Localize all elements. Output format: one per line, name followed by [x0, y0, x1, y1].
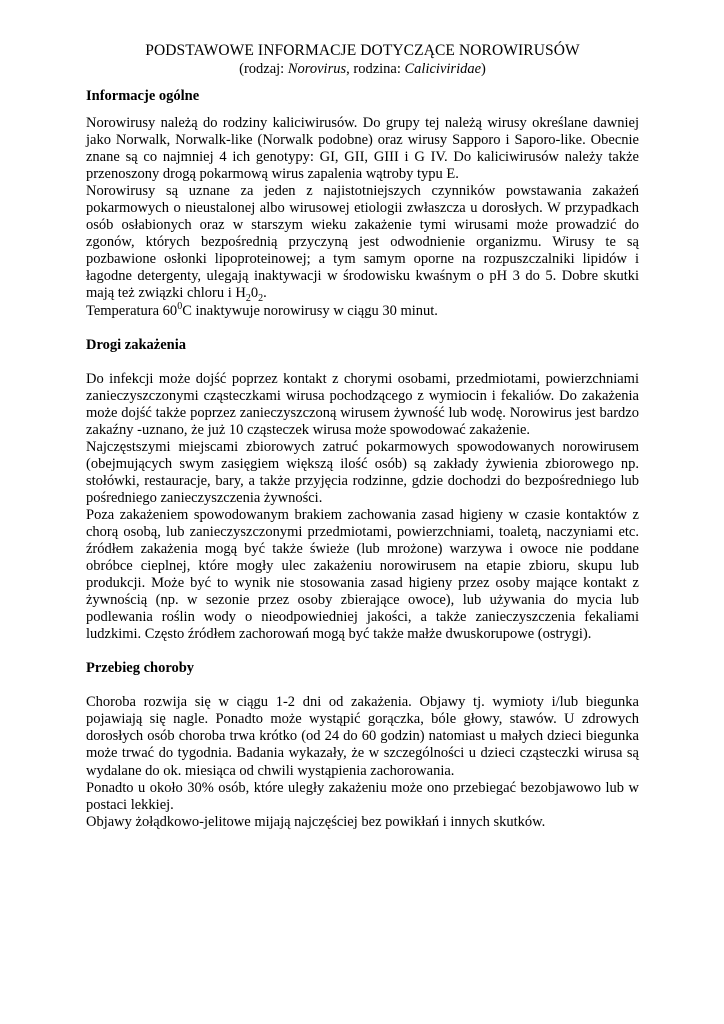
transmission-paragraph-2: Najczęstszymi miejscami zbiorowych zatruć pokarmowych spowodowanych norowirusem (obejmujących swym zasięgiem większą ilość osób) są zakłady żywienia zbiorowego np. stołówki, restauracje, bary, a także przyjęcia rodzinne, gdzie dochodzi do bezpośredniego lub pośredniego zanieczyszczenia żywności. — [86, 438, 639, 506]
general-paragraph-2-end: . — [263, 285, 267, 302]
heading-disease-course: Przebieg choroby — [86, 660, 195, 677]
general-paragraph-2-text: Norowirusy są uznane za jeden z najistotniejszych czynników powstawania zakażeń pokarmowych o nieustalonej albo wirusowej etiologii zwłaszcza u dorosłych. W przypadkach osób osłabionych oraz w starszym wieku zakażenie tymi wirusami może prowadzić do zgonów, których bezpośrednią przyczyną jest odwodnienie organizmu. Wirusy te są pozbawione osłonki lipoproteinowej; a tym samym oporne na rozpuszczalniki lipidów i łagodne detergenty, ulegają inaktywacji w środowisku kwaśnym o pH 3 do 5. Dobre skutki mają też związki chloru i H — [86, 183, 639, 302]
h2o2-oxygen: 0 — [250, 285, 259, 302]
subtitle-genus: Norovirus — [287, 61, 347, 77]
subtitle-family: Caliciviridae — [404, 61, 482, 77]
temperature-prefix: Temperatura 60 — [86, 302, 178, 319]
course-paragraph-1: Choroba rozwija się w ciągu 1-2 dni od zakażenia. Objawy tj. wymioty i/lub biegunka pojawiają się nagle. Ponadto może wystąpić gorączka, bóle głowy, stawów. U zdrowych dorosłych osób choroba trwa krótko (od 24 do 60 godzin) natomiast u małych dzieci biegunka może trwać do tygodnia. Badania wykazały, że w szczególności u dzieci cząsteczki wirusa są wydalane do ok. miesiąca od chwili wystąpienia zachorowania. — [86, 694, 639, 779]
general-paragraph-1: Norowirusy należą do rodziny kaliciwirusów. Do grupy tej należą wirusy określane dawniej jako Norwalk, Norwalk-like (Norwalk podobne) oraz wirusy Sapporo i Saporo-like. Obecnie znane są co najmniej 4 ich genotypy: GI, GII, GIII i G IV. Do kaliciwirusów należy także przenoszony drogą pokarmową wirus zapalenia wątroby typu E. — [86, 115, 639, 183]
general-paragraph-3 — [86, 300, 639, 320]
document-title: PODSTAWOWE INFORMACJE DOTYCZĄCE NOROWIRUSÓW — [145, 42, 580, 59]
course-paragraph-3: Objawy żołądkowo-jelitowe mijają najczęściej bez powikłań i innych skutków. — [86, 813, 546, 830]
degree-superscript: 0 — [177, 300, 183, 312]
transmission-paragraph-3: Poza zakażeniem spowodowanym brakiem zachowania zasad higieny w czasie kontaktów z chorą osobą, lub zanieczyszczonymi przedmiotami, powierzchniami, toaletą, naczyniami etc. źródłem zakażenia mogą być także świeże (lub mrożone) warzywa i owoce nie poddane obróbce cieplnej, które mogły ulec zakażeniu norowirusem na etapie zbioru, skupu lub produkcji. Może być to wynik nie stosowania zasad higieny przez osoby mające kontakt z żywnością (np. w sezonie przez osoby zbierające owoce), lub używania do mycia lub podlewania roślin wody o nieodpowiedniej jakości, a także zanieczyszczenia fekaliami ludzkimi. Często źródłem zachorowań mogą być także małże dwuskorupowe (ostrygi). — [86, 506, 639, 643]
subtitle-prefix: (rodzaj: — [239, 61, 288, 77]
document-page — [86, 42, 639, 831]
document-subtitle — [86, 60, 639, 78]
heading-general-info: Informacje ogólne — [86, 88, 200, 104]
general-paragraph-2 — [86, 183, 639, 305]
heading-transmission: Drogi zakażenia — [86, 336, 187, 353]
temperature-suffix: C inaktywuje norowirusy w ciągu 30 minut. — [182, 302, 438, 319]
h2o2-subscript-1: 2 — [245, 293, 251, 305]
transmission-paragraph-1: Do infekcji może dojść poprzez kontakt z chorymi osobami, przedmiotami, powierzchniami zanieczyszczonymi cząsteczkami wirusa pochodzącego z wymiocin i fekaliów. Do zakażenia może dojść także poprzez zanieczyszczoną wirusem żywność lub wodę. Norowirus jest bardzo zakaźny -uznano, że już 10 cząsteczek wirusa może spowodować zakażenie. — [86, 370, 639, 438]
subtitle-middle: , rodzina: — [346, 61, 405, 77]
course-paragraph-2: Ponadto u około 30% osób, które uległy zakażeniu może ono przebiegać bezobjawowo lub w postaci lekkiej. — [86, 779, 639, 813]
h2o2-subscript-2: 2 — [258, 293, 264, 305]
subtitle-suffix: ) — [481, 61, 486, 77]
